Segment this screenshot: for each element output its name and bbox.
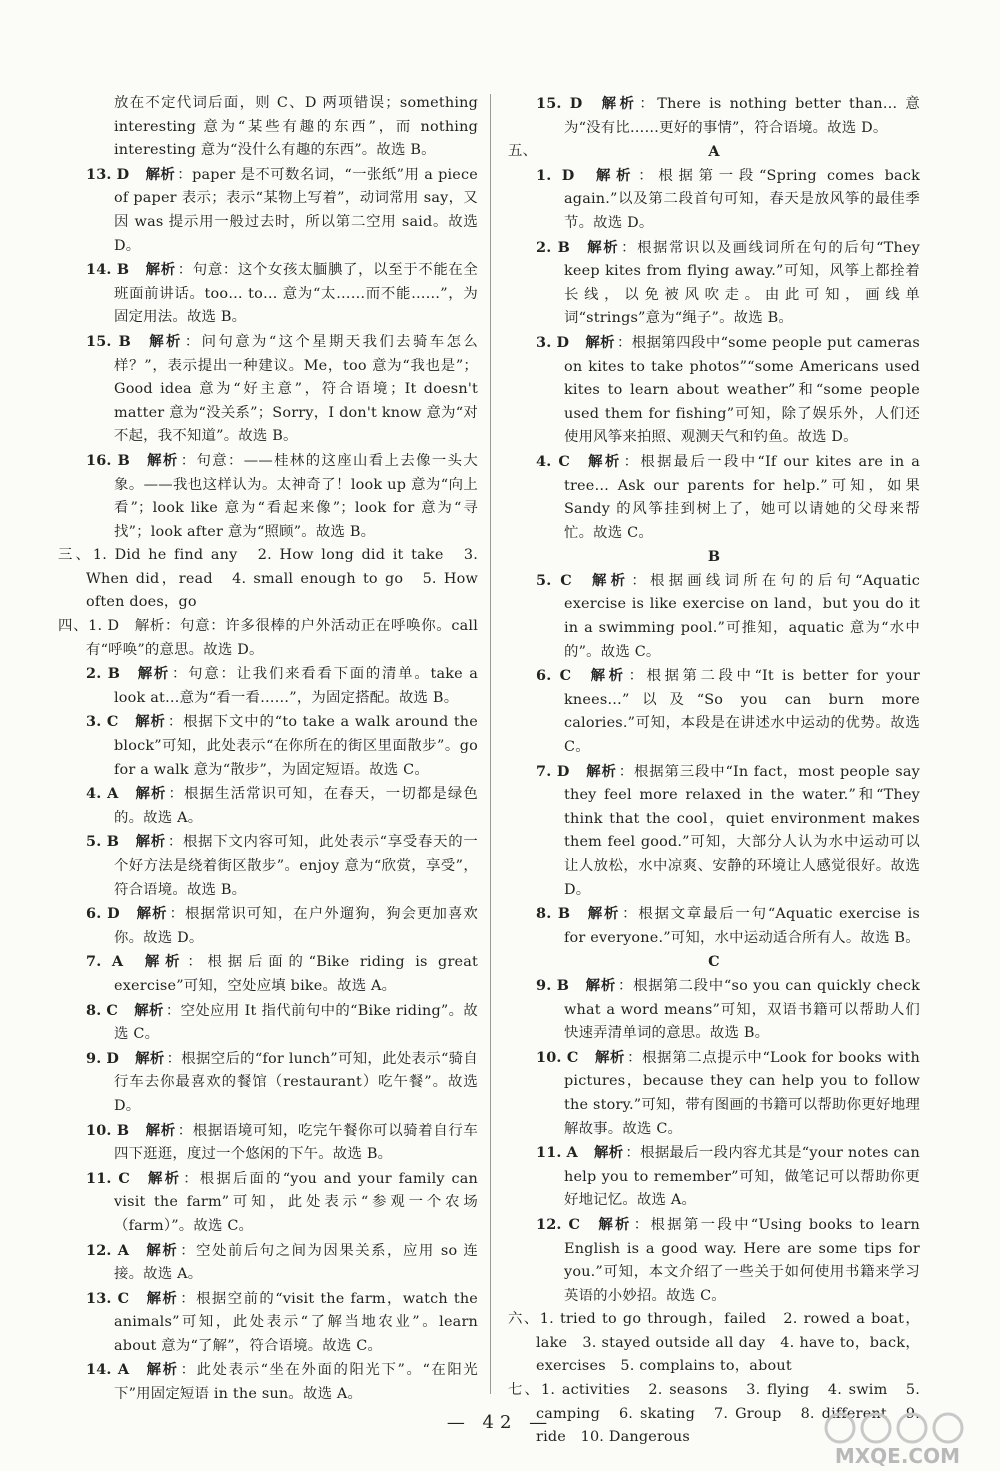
question-number: 11. bbox=[536, 1144, 562, 1162]
question-number: 6. bbox=[86, 905, 102, 923]
analysis-label: 解析 bbox=[594, 1048, 626, 1066]
answer-item bbox=[508, 164, 920, 236]
answer-item bbox=[508, 1046, 920, 1141]
analysis-text: ：空处前后句之间为因果关系，应用 so 连接。故选 A。 bbox=[114, 1242, 478, 1283]
answer-item bbox=[58, 1167, 478, 1239]
analysis-label: 解析 bbox=[587, 571, 630, 589]
analysis-label: 解析 bbox=[134, 1001, 164, 1019]
analysis-label: 解析 bbox=[586, 905, 621, 923]
answer-item bbox=[508, 1141, 920, 1213]
analysis-text: ：根据常识以及画线词所在句的后句“They keep kites from flying away.”可知，风筝上都拴着长线，以免被风吹走。由此可知，画线单词“strings”意为“绳子”。故选 B。 bbox=[564, 239, 920, 327]
answer-item bbox=[508, 450, 920, 545]
answer-item bbox=[508, 760, 920, 903]
column-divider bbox=[490, 94, 491, 1394]
question-number: 6. bbox=[536, 667, 552, 685]
analysis-text: ：根据第二段中“so you can quickly check what a word means”可知，双语书籍可以帮助人们快速弄清单词的意思。故选 B。 bbox=[564, 977, 920, 1042]
answer-item bbox=[508, 331, 920, 450]
analysis-text: ：根据第一段中“Using books to learn English is a good way. Here are some tips for you.”可知，本文介绍了一些关于如何使用书籍来学习英语的小妙招。故选 C。 bbox=[564, 1216, 921, 1304]
analysis-text: ：根据第一段“Spring comes back again.”以及第二段首句可知，春天是放风筝的最佳季节。故选 D。 bbox=[564, 167, 920, 231]
answer-letter: B bbox=[118, 332, 131, 350]
analysis-label: 解析 bbox=[135, 1049, 165, 1067]
answer-letter: B bbox=[117, 451, 130, 469]
section-answers: 七、1. activities 2. seasons 3. flying 4. swim 5. camping 6. skating 7. Group 8. different 9. ride 10. Dangerous bbox=[508, 1382, 920, 1446]
answer-item bbox=[508, 1213, 920, 1308]
answer-letter: C bbox=[566, 1048, 579, 1066]
analysis-text: ：根据第三段中“In fact，most people say they feel more relaxed in the water.”和“They think that the cool，quiet environment makes them feel good.”可知，大部分人认为水中运动可以让人放松，水中凉爽、安静的环境让人感觉很好。故选 D。 bbox=[564, 763, 920, 898]
analysis-text: ：根据下文内容可知，此处表示“享受春天的一个好方法是绕着街区散步”。enjoy 意为“欣赏，享受”，符合语境。故选 B。 bbox=[114, 834, 478, 898]
analysis-label: 解析 bbox=[145, 1289, 179, 1307]
question-number: 8. bbox=[86, 1001, 102, 1019]
section-label: 五、 bbox=[508, 143, 538, 160]
analysis-label: 解析 bbox=[145, 1241, 179, 1259]
analysis-text: ：根据最后一段中“If our kites are in a tree… Ask our parents for help.”可知，如果 Sandy 的风筝挂到树上了，她可以请她的父母来帮忙。故选 C。 bbox=[564, 453, 920, 541]
answer-letter: D bbox=[116, 165, 130, 183]
analysis-text: ：根据后面的“Bike riding is great exercise”可知，空处应填 bike。故选 A。 bbox=[114, 954, 479, 994]
answer-letter: D bbox=[107, 905, 120, 923]
continued-text: 放在不定代词后面，则 C、D 两项错误；something interesting 意为“某些有趣的东西”，而 nothing interesting 意为“没什么有趣的东西”。故选 B。 bbox=[114, 95, 478, 159]
answer-letter: B bbox=[106, 833, 120, 851]
page-number: — 42 — bbox=[446, 1412, 554, 1433]
analysis-label: 解析 bbox=[134, 785, 167, 803]
question-number: 3. bbox=[536, 333, 552, 351]
answer-letter: D bbox=[556, 762, 570, 780]
answer-letter: B bbox=[557, 905, 571, 923]
answer-letter: B bbox=[107, 665, 121, 683]
answer-item bbox=[508, 902, 920, 950]
question-number: 11. bbox=[86, 1169, 112, 1187]
answer-letter: D bbox=[569, 95, 583, 112]
analysis-text: ：根据第四段中“some people put cameras on kites to take photos”“some Americans used kites to learn about weather”和“some people used them for fishing”可知，除了娱乐外，人们还使用风筝来拍照、观测天气和钓鱼。故选 D。 bbox=[564, 334, 921, 446]
answer-letter: A bbox=[117, 1361, 130, 1379]
question-number: 15. bbox=[86, 332, 112, 350]
answer-letter: C bbox=[117, 1289, 130, 1307]
analysis-text: ：根据空后的“for lunch”可知，此处表示“骑自行车去你最喜欢的餐馆（restaurant）吃午餐”。故选 D。 bbox=[114, 1050, 478, 1114]
answer-letter: D bbox=[561, 166, 575, 184]
question-number: 1. bbox=[536, 166, 552, 184]
analysis-label: 解析 bbox=[145, 1361, 179, 1379]
answer-item bbox=[508, 92, 920, 140]
question-number: 2. bbox=[536, 238, 552, 256]
question-number: 12. bbox=[536, 1215, 562, 1233]
answer-item bbox=[58, 662, 478, 710]
question-number: 5. bbox=[536, 571, 552, 589]
analysis-text: ：根据下文中的“to take a walk around the block”可知，此处表示“在你所在的街区里面散步”。go for a walk 意为“散步”，为固定短语。故选 C。 bbox=[114, 714, 478, 778]
passage-heading: C bbox=[708, 953, 720, 971]
analysis-text: ：根据后面的“you and your family can visit the farm”可知，此处表示“参观一个农场（farm）”。故选 C。 bbox=[114, 1170, 478, 1234]
answer-item bbox=[58, 1358, 478, 1406]
answer-letter: C bbox=[106, 1001, 119, 1019]
question-number: 12. bbox=[86, 1241, 112, 1259]
question-number: 14. bbox=[86, 1361, 112, 1379]
answer-item bbox=[58, 710, 478, 782]
analysis-text: ：根据第二段中“It is better for your knees…”以及“So you can burn more calories.”可知，本段是在讲述水中运动的优势。故选 C。 bbox=[564, 668, 920, 756]
analysis-label: 解析 bbox=[587, 667, 627, 685]
analysis-label: 解析 bbox=[145, 1121, 176, 1139]
analysis-text: ：根据生活常识可知，在春天，一切都是绿色的。故选 A。 bbox=[114, 786, 479, 826]
answer-letter: B bbox=[116, 261, 130, 279]
question-number: 16. bbox=[86, 451, 112, 469]
question-number: 15. bbox=[536, 95, 562, 112]
analysis-label: 解析 bbox=[586, 452, 622, 470]
answer-letter: A bbox=[117, 1241, 130, 1259]
answer-letter: A bbox=[111, 953, 124, 971]
analysis-label: 解析 bbox=[598, 95, 638, 112]
analysis-label: 解析 bbox=[147, 332, 183, 350]
analysis-text: ：根据空前的“visit the farm，watch the animals”可知，此处表示“了解当地农业”。learn about 意为“了解”，符合语境。故选 C。 bbox=[114, 1290, 479, 1354]
left-column bbox=[58, 92, 478, 1407]
analysis-text: ：句意：让我们来看看下面的清单。take a look at…意为“看一看……”，为固定搭配。故选 B。 bbox=[114, 666, 478, 706]
section-answers: 三、1. Did he find any 2. How long did it take 3. When did，read 4. small enough to go 5. How often does，go bbox=[58, 547, 478, 611]
answer-letter: B bbox=[556, 976, 570, 994]
analysis-label: 解析 bbox=[145, 451, 179, 469]
analysis-text: ：根据常识可知，在户外遛狗，狗会更加喜欢你。故选 D。 bbox=[114, 906, 478, 946]
question-number: 5. bbox=[86, 833, 102, 851]
answer-item bbox=[508, 236, 920, 331]
answer-item bbox=[58, 902, 478, 950]
analysis-text: ：问句意为“这个星期天我们去骑车怎么样？”，表示提出一种建议。Me，too 意为“我也是”；Good idea 意为“好主意”，符合语境；It doesn't matter 意为“没关系”；Sorry，I don't know 意为“对不起，我不知道”。故选 B。 bbox=[114, 333, 478, 445]
answer-letter: A bbox=[107, 785, 119, 803]
answer-letter: C bbox=[560, 571, 572, 589]
analysis-label: 解析 bbox=[145, 165, 176, 183]
answer-item bbox=[58, 830, 478, 902]
question-number: 3. bbox=[86, 713, 102, 731]
question-number: 8. bbox=[536, 905, 552, 923]
answer-item bbox=[58, 449, 478, 544]
question-number: 4. bbox=[86, 785, 102, 803]
answer-item bbox=[508, 664, 920, 759]
answer-letter: C bbox=[106, 713, 119, 731]
analysis-label: 解析 bbox=[145, 261, 176, 279]
section-heading-row bbox=[508, 140, 920, 164]
question-number: 2. bbox=[86, 665, 102, 683]
analysis-text: ：根据最后一段内容尤其是“your notes can help you to remember”可知，做笔记可以帮助你更好地记忆。故选 A。 bbox=[564, 1145, 920, 1209]
question-number: 10. bbox=[536, 1048, 562, 1066]
answer-item bbox=[58, 1119, 478, 1167]
answer-letter: C bbox=[559, 667, 572, 685]
passage-heading: B bbox=[707, 548, 721, 566]
analysis-text: ：根据第二点提示中“Look for books with pictures，because they can help you to follow the story.”可知，带有图画的书籍可以帮助你更好地理解故事。故选 C。 bbox=[564, 1049, 920, 1137]
answer-item bbox=[58, 1287, 478, 1359]
question-number: 10. bbox=[86, 1121, 112, 1139]
section-answers: 六、1. tried to go through，failed 2. rowed a boat，lake 3. stayed outside all day 4. have to，back，exercises 5. complains to，about bbox=[508, 1311, 920, 1375]
answer-letter: C bbox=[568, 1215, 581, 1233]
question-number: 14. bbox=[86, 261, 112, 279]
analysis-text: ：句意：——桂林的这座山看上去像一头大象。——我也这样认为。太神奇了！look up 意为“向上看”；look like 意为“看起来像”；look for 意为“寻找”；look after 意为“照顾”。故选 B。 bbox=[114, 452, 479, 540]
answer-item bbox=[58, 950, 478, 998]
answer-letter: B bbox=[557, 238, 570, 256]
answer-item bbox=[58, 1239, 478, 1287]
answer-item bbox=[508, 974, 920, 1046]
question-number: 4. bbox=[536, 452, 552, 470]
question-number: 7. bbox=[86, 953, 102, 971]
question-number: 9. bbox=[536, 976, 552, 994]
analysis-label: 解析 bbox=[585, 333, 615, 351]
section-answers: 四、1. D 解析：句意：许多很棒的户外活动正在呼唤你。call 有“呼唤”的意思。故选 D。 bbox=[58, 618, 478, 658]
analysis-label: 解析 bbox=[590, 166, 637, 184]
analysis-text: ：句意：这个女孩太腼腆了，以至于不能在全班面前讲话。too… to… 意为“太……而不能……”，为固定用法。故选 B。 bbox=[114, 262, 478, 326]
question-number: 9. bbox=[86, 1049, 102, 1067]
answer-letter: C bbox=[118, 1169, 131, 1187]
watermark-text: MXQE.COM bbox=[834, 1444, 960, 1468]
analysis-label: 解析 bbox=[585, 238, 620, 256]
analysis-label: 解析 bbox=[596, 1215, 632, 1233]
answer-item bbox=[58, 330, 478, 449]
analysis-label: 解析 bbox=[135, 905, 168, 923]
analysis-label: 解析 bbox=[139, 953, 186, 971]
answer-item bbox=[508, 569, 920, 664]
analysis-text: ：空处应用 It 指代前句中的“Bike riding”。故选 C。 bbox=[114, 1002, 478, 1043]
analysis-text: ：paper 是不可数名词，“一张纸”用 a piece of paper 表示；表示“某物上写着”，动词常用 say，又因 was 提示用一般过去时，所以第二空用 said。故选 D。 bbox=[114, 166, 479, 254]
right-column bbox=[508, 92, 920, 1450]
question-number: 13. bbox=[86, 1289, 112, 1307]
analysis-text: ：There is nothing better than… 意为“没有比……更好的事情”，符合语境。故选 D。 bbox=[564, 96, 920, 136]
answer-item bbox=[58, 1047, 478, 1119]
analysis-label: 解析 bbox=[136, 665, 171, 683]
analysis-label: 解析 bbox=[135, 833, 166, 851]
analysis-label: 解析 bbox=[134, 713, 166, 731]
answer-item bbox=[58, 163, 478, 258]
answer-letter: C bbox=[558, 452, 571, 470]
analysis-label: 解析 bbox=[146, 1169, 182, 1187]
analysis-label: 解析 bbox=[593, 1144, 624, 1162]
analysis-text: ：此处表示“坐在外面的阳光下”。“在阳光下”用固定短语 in the sun。故选 A。 bbox=[114, 1362, 479, 1403]
analysis-text: ：根据语境可知，吃完午餐你可以骑着自行车四下逛逛，度过一个悠闲的下午。故选 B。 bbox=[114, 1122, 478, 1163]
answer-letter: D bbox=[556, 333, 570, 351]
answer-letter: D bbox=[106, 1049, 120, 1067]
analysis-label: 解析 bbox=[585, 762, 617, 780]
passage-heading: A bbox=[708, 143, 720, 161]
question-number: 13. bbox=[86, 165, 112, 183]
question-number: 7. bbox=[536, 762, 552, 780]
analysis-text: ：根据文章最后一句“Aquatic exercise is for everyone.”可知，水中运动适合所有人。故选 B。 bbox=[564, 906, 920, 946]
answer-letter: B bbox=[116, 1121, 130, 1139]
analysis-text: ：根据画线词所在句的后句“Aquatic exercise is like exercise on land，but you do it in a swimming pool.”可推知，aquatic 意为“水中的”。故选 C。 bbox=[564, 572, 920, 660]
answer-item bbox=[58, 999, 478, 1047]
analysis-label: 解析 bbox=[585, 976, 616, 994]
answer-letter: A bbox=[566, 1144, 578, 1162]
answer-item bbox=[58, 258, 478, 330]
answer-item bbox=[58, 782, 478, 830]
